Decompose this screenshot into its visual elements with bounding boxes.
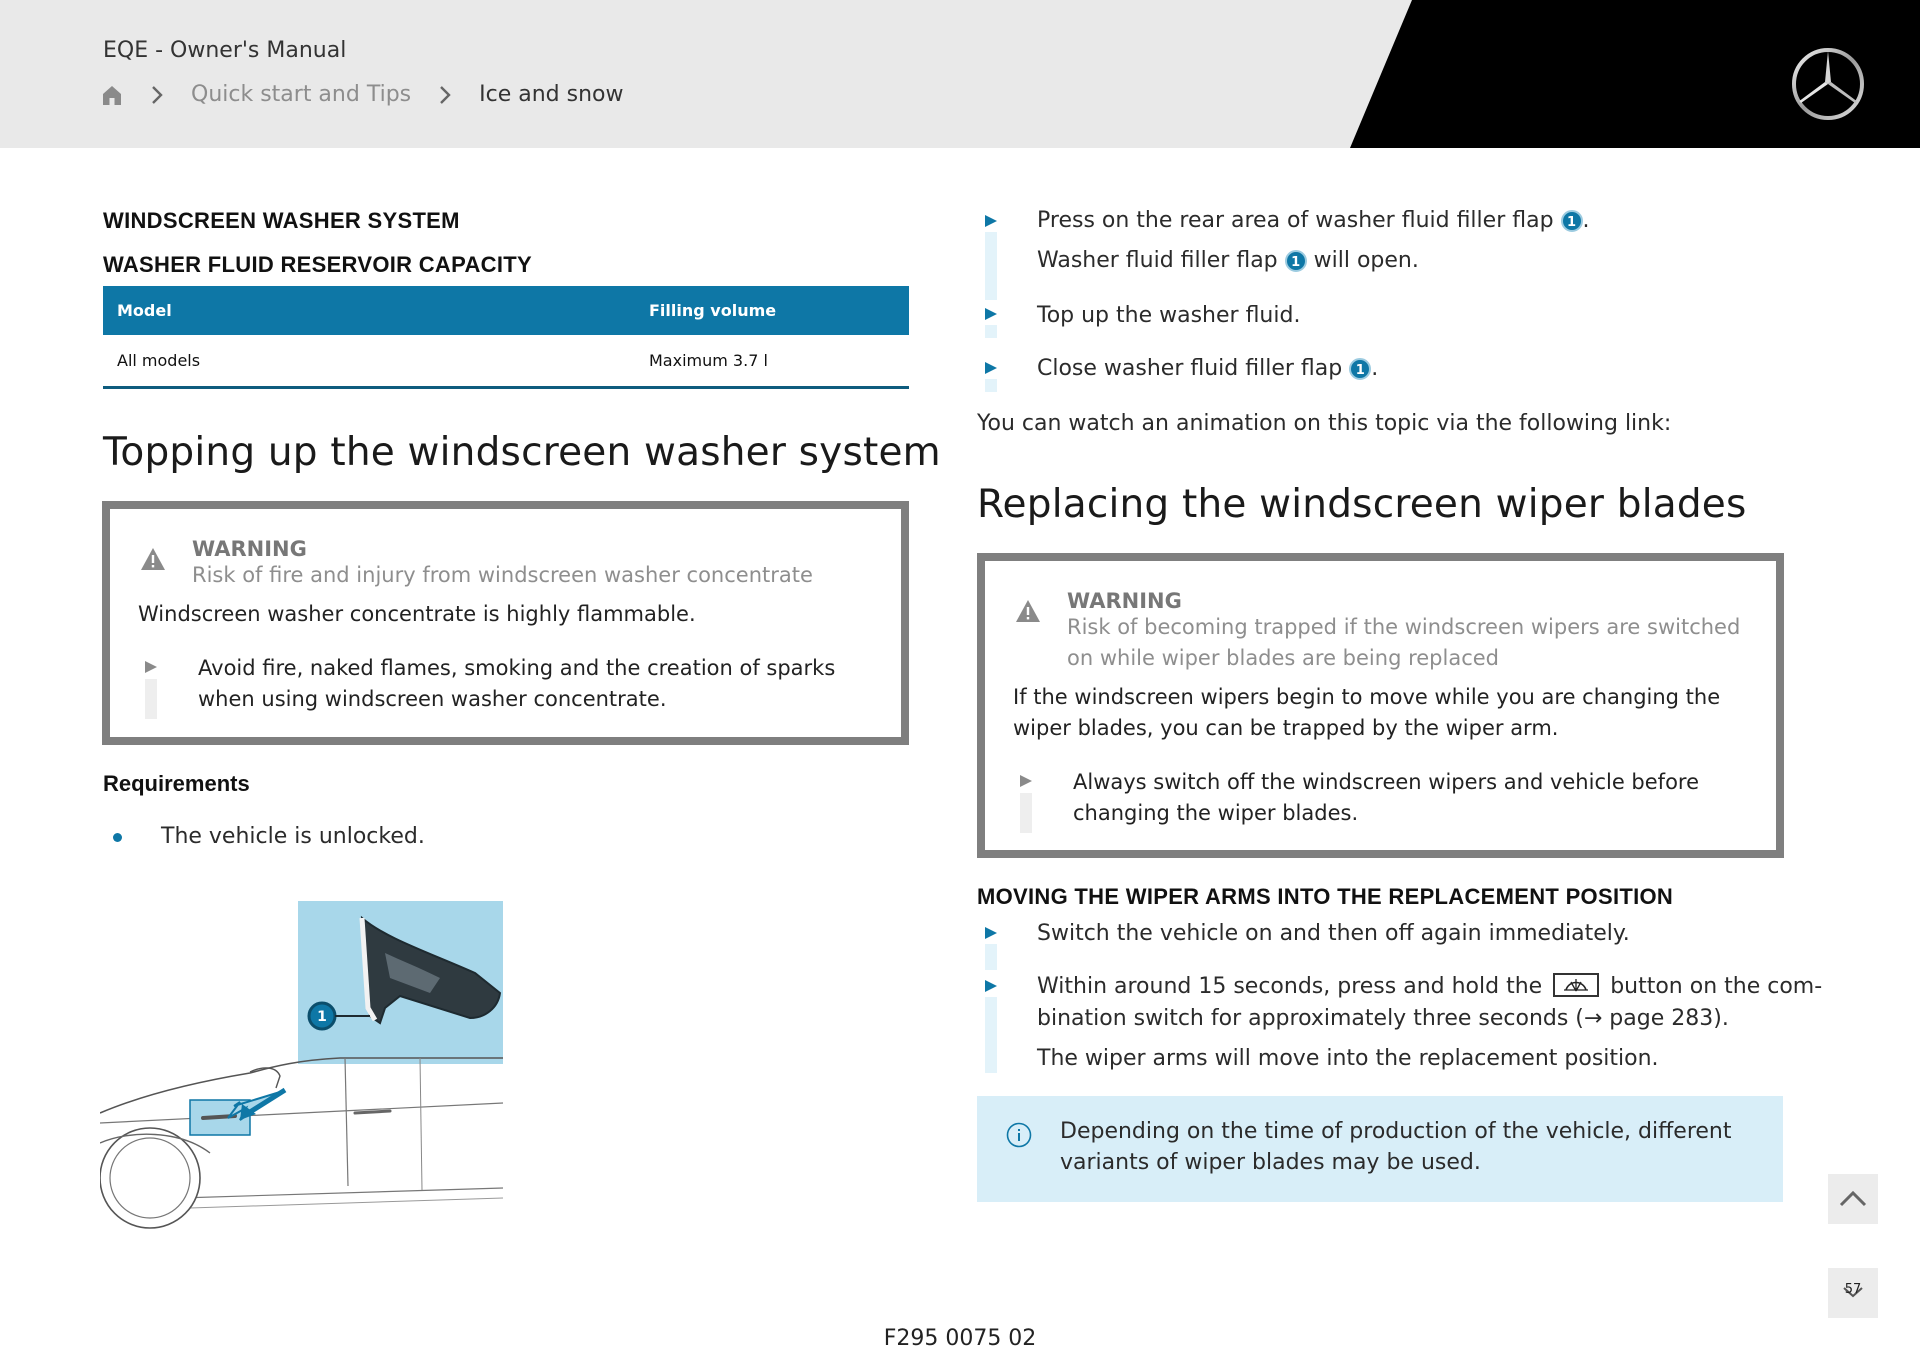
warning-subtitle: Risk of fire and injury from windscreen washer concentrate	[192, 563, 813, 587]
page-header	[0, 0, 1920, 148]
scroll-to-top-button[interactable]	[1828, 1174, 1878, 1224]
step-bar	[985, 232, 997, 300]
step-bar	[985, 379, 997, 392]
info-box	[977, 1096, 1783, 1202]
callout-1: 1	[1349, 358, 1371, 380]
table-cell-volume: Maximum 3.7 l	[635, 335, 909, 387]
step-bar	[985, 325, 997, 338]
home-icon[interactable]	[101, 84, 123, 106]
table-header-model: Model	[103, 286, 635, 335]
step-press-wiper-button-cont[interactable]: bination switch for approximately three seconds (→ page 283).	[1037, 1006, 1729, 1031]
callout-1: 1	[317, 1009, 327, 1025]
warning-text-line-1: If the windscreen wipers begin to move while you are changing the	[1013, 685, 1721, 709]
breadcrumb-current: Ice and snow	[479, 82, 624, 107]
step-bar	[1020, 793, 1032, 833]
warning-title: WARNING	[192, 537, 307, 561]
step-result-flap-opens: Washer fluid filler flap 1 will open.	[1037, 248, 1419, 273]
chevron-right-icon	[437, 84, 453, 106]
info-text-line-2: variants of wiper blades may be used.	[1060, 1150, 1481, 1175]
table-cell-model: All models	[103, 335, 635, 387]
chevron-right-icon	[149, 84, 165, 106]
warning-box-trapped	[977, 553, 1784, 858]
info-text-line-1: Depending on the time of production of the vehicle, different	[1060, 1119, 1732, 1144]
page-number: 57	[1844, 1282, 1862, 1297]
step-result-replacement-position: The wiper arms will move into the replacement position.	[1037, 1046, 1659, 1071]
warning-triangle-icon	[1015, 599, 1041, 623]
page-number-button[interactable]	[1828, 1268, 1878, 1318]
step-switch-vehicle: Switch the vehicle on and then off again immediately.	[1037, 921, 1630, 946]
footer-figure-code: F295 0075 02	[883, 1326, 1037, 1351]
requirements-title: Requirements	[103, 771, 250, 796]
step-arrow-icon	[984, 214, 998, 228]
moving-title: MOVING THE WIPER ARMS INTO THE REPLACEMENT POSITION	[977, 884, 1674, 909]
breadcrumb	[101, 82, 623, 107]
step-bar	[985, 944, 997, 970]
warning-text-line-2: wiper blades, you can be trapped by the wiper arm.	[1013, 716, 1559, 740]
step-arrow-icon	[984, 979, 998, 993]
requirement-item: The vehicle is unlocked.	[161, 824, 425, 849]
warning-step-line-2: when using windscreen washer concentrate.	[198, 687, 667, 711]
table-header-filling-volume: Filling volume	[635, 286, 909, 335]
capacity-table	[103, 286, 909, 389]
callout-1: 1	[1285, 250, 1307, 272]
wiper-button-icon	[1553, 973, 1599, 997]
animation-link-text[interactable]: You can watch an animation on this topic via the following link:	[977, 411, 1672, 436]
warning-text: Windscreen washer concentrate is highly flammable.	[138, 602, 696, 626]
table-header-row	[103, 286, 909, 335]
callout-1: 1	[1561, 210, 1583, 232]
step-top-up: Top up the washer fluid.	[1037, 303, 1301, 328]
table-row	[103, 335, 909, 387]
breadcrumb-link-quick-start[interactable]: Quick start and Tips	[191, 82, 412, 107]
step-arrow-icon	[984, 307, 998, 321]
step-bar	[985, 997, 997, 1073]
bullet-dot	[113, 833, 122, 842]
topping-heading: Topping up the windscreen washer system	[103, 430, 941, 475]
section-title: WINDSCREEN WASHER SYSTEM	[103, 208, 460, 233]
step-arrow-icon	[1019, 774, 1033, 788]
mercedes-star-logo	[1790, 46, 1866, 122]
step-press-flap: Press on the rear area of washer fluid filler flap 1 .	[1037, 208, 1590, 233]
warning-step-line-2: changing the wiper blades.	[1073, 801, 1359, 825]
chevron-up-icon	[1828, 1174, 1878, 1224]
capacity-title: WASHER FLUID RESERVOIR CAPACITY	[103, 252, 532, 277]
warning-title: WARNING	[1067, 589, 1182, 613]
step-close-flap: Close washer fluid filler flap 1 .	[1037, 356, 1379, 381]
document-title: EQE - Owner's Manual	[103, 38, 347, 63]
warning-subtitle-line-1: Risk of becoming trapped if the windscreen wipers are switched	[1067, 615, 1741, 639]
step-arrow-icon	[984, 361, 998, 375]
step-arrow-icon	[144, 660, 158, 674]
warning-box-fire	[102, 501, 909, 745]
warning-step-line-1: Avoid fire, naked flames, smoking and the creation of sparks	[198, 656, 836, 680]
step-press-wiper-button: Within around 15 seconds, press and hold the button on the com-	[1037, 974, 1823, 999]
replacing-heading: Replacing the windscreen wiper blades	[977, 482, 1747, 527]
warning-step-line-1: Always switch off the windscreen wipers and vehicle before	[1073, 770, 1700, 794]
warning-subtitle-line-2: on while wiper blades are being replaced	[1067, 646, 1500, 670]
warning-triangle-icon	[140, 547, 166, 571]
info-icon	[1006, 1122, 1032, 1148]
step-bar	[145, 679, 157, 719]
step-arrow-icon	[984, 926, 998, 940]
washer-flap-illustration	[100, 898, 505, 1230]
